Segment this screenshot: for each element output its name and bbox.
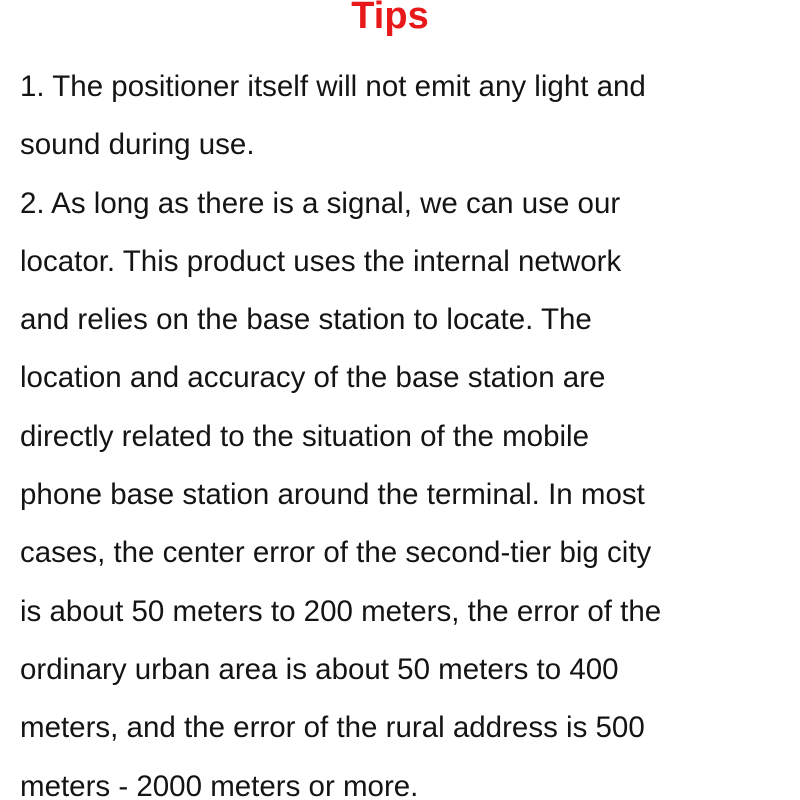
tip-line: 2. As long as there is a signal, we can use our <box>20 186 621 220</box>
tip-line: 1. The positioner itself will not emit any light and <box>20 70 646 103</box>
tip-line: meters, and the error of the rural address is 500 <box>20 711 645 745</box>
tip-line: locator. This product uses the internal network <box>20 244 622 278</box>
tip-line: directly related to the situation of the mobile <box>20 419 590 453</box>
tip-line: location and accuracy of the base station are <box>20 361 606 395</box>
tip-line: phone base station around the terminal. In most <box>20 478 645 512</box>
tip-line: meters - 2000 meters or more. <box>20 769 419 800</box>
tip-line: sound during use. <box>20 128 255 162</box>
tips-body <box>20 58 800 800</box>
tip-line: cases, the center error of the second-tier big city <box>20 536 652 570</box>
tip-line: and relies on the base station to locate. The <box>20 303 592 337</box>
tip-line: ordinary urban area is about 50 meters to 400 <box>20 652 619 686</box>
tip-line: is about 50 meters to 200 meters, the error of the <box>20 594 662 628</box>
page-title: Tips <box>351 0 429 37</box>
